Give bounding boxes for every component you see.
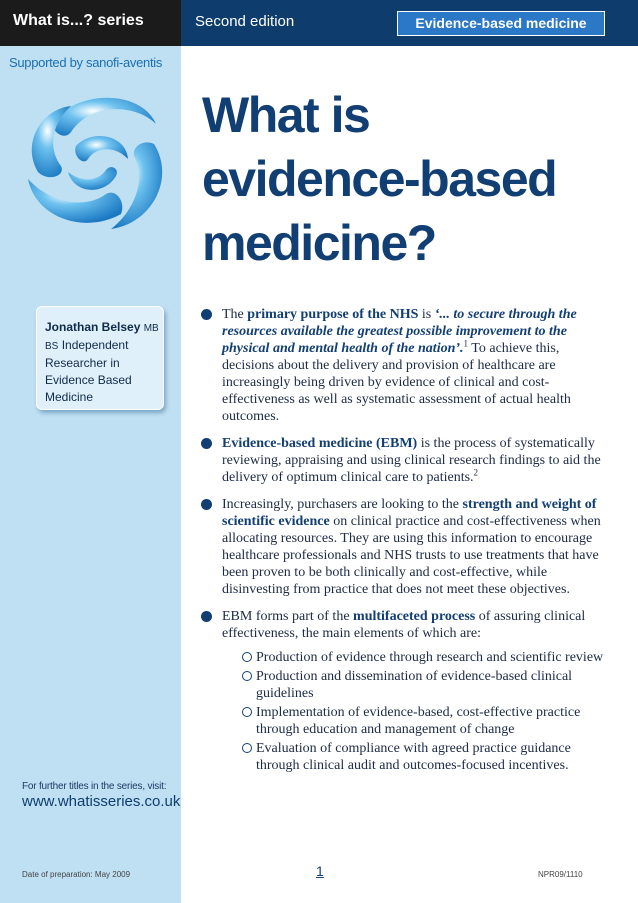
edition-label: Second edition	[195, 13, 295, 30]
website-link[interactable]: www.whatisseries.co.uk	[22, 793, 181, 810]
ring-bullet-icon	[242, 652, 252, 662]
title-line: medicine?	[202, 215, 436, 271]
title-line: evidence-based	[202, 151, 557, 207]
sub-item-text: Production of evidence through research and scientific review	[256, 650, 604, 665]
author-degree: MB BS	[45, 323, 159, 352]
bullet-highlight: strength and weight of scientific evidence	[222, 497, 597, 529]
document-code: NPR09/1110	[538, 870, 583, 879]
bullet-text: Increasingly, purchasers are looking to the	[222, 497, 463, 512]
preparation-date: Date of preparation: May 2009	[22, 870, 131, 879]
bullet-list	[200, 306, 605, 784]
sub-item-text: Implementation of evidence-based, cost-effective practice through education and management of change	[256, 705, 581, 737]
bullet-quote: ‘... to secure through the resources available the greatest possible improvement to the physical and mental health of the nation’.	[222, 307, 577, 356]
ring-bullet-icon	[242, 743, 252, 753]
page-title	[202, 83, 556, 275]
bullet-text: of assuring clinical effectiveness, the main elements of which are:	[222, 609, 586, 641]
further-titles-text: For further titles in the series, visit:	[22, 781, 167, 792]
series-label: What is...? series	[13, 12, 144, 29]
bullet-item	[200, 496, 605, 598]
bullet-text: To achieve this, decisions about the delivery and provision of healthcare are increasingly being driven by evidence of clinical and cost-effectiveness as well as systematic assessment of actual health outcomes.	[222, 341, 571, 424]
bullet-text: is	[418, 307, 435, 322]
bullet-item	[200, 435, 605, 486]
title-line: What is	[202, 87, 370, 143]
page-number: 1	[316, 863, 324, 879]
author-credit	[45, 319, 160, 406]
ring-bullet-icon	[242, 707, 252, 717]
bullet-text: is the process of systematically reviewing, appraising and using clinical research findings to aid the delivery of optimum clinical care to patients.	[222, 436, 601, 485]
topic-badge: Evidence-based medicine	[397, 11, 605, 36]
sub-item-text: Evaluation of compliance with agreed practice guidance through clinical audit and outcomes-focused incentives.	[256, 741, 571, 773]
bullet-dot-icon	[201, 309, 212, 320]
bullet-highlight: multifaceted process	[353, 609, 476, 624]
bullet-dot-icon	[201, 438, 212, 449]
author-name: Jonathan Belsey	[45, 320, 141, 334]
bullet-text: The	[222, 307, 248, 322]
sub-list-item	[222, 649, 605, 666]
bullet-text: EBM forms part of the	[222, 609, 354, 624]
sub-item-text: Production and dissemination of evidence-based clinical guidelines	[256, 669, 573, 701]
sponsor-text: Supported by sanofi-aventis	[9, 55, 163, 70]
bullet-item	[200, 306, 605, 425]
sub-list-item	[222, 668, 605, 702]
bullet-highlight: primary purpose of the NHS	[247, 307, 419, 322]
bullet-text: on clinical practice and cost-effectiveness when allocating resources. They are using this information to encourage healthcare professionals and NHS trusts to use treatments that have been proven to be both clinically and cost-effective, while disinvesting from practice that does not meet these objectives.	[222, 514, 601, 597]
sub-list	[222, 649, 605, 774]
sub-list-item	[222, 704, 605, 738]
reference-mark: 1	[463, 338, 469, 349]
author-role: Independent Researcher in Evidence Based Medicine	[45, 338, 132, 404]
bullet-item	[200, 608, 605, 774]
reference-mark: 2	[473, 467, 479, 478]
bullet-highlight: Evidence-based medicine (EBM)	[222, 436, 418, 451]
bullet-dot-icon	[201, 611, 212, 622]
author-box	[36, 306, 164, 410]
sub-list-item	[222, 740, 605, 774]
swirl-logo-icon	[16, 84, 176, 238]
ring-bullet-icon	[242, 671, 252, 681]
bullet-dot-icon	[201, 499, 212, 510]
series-badge	[0, 0, 181, 46]
